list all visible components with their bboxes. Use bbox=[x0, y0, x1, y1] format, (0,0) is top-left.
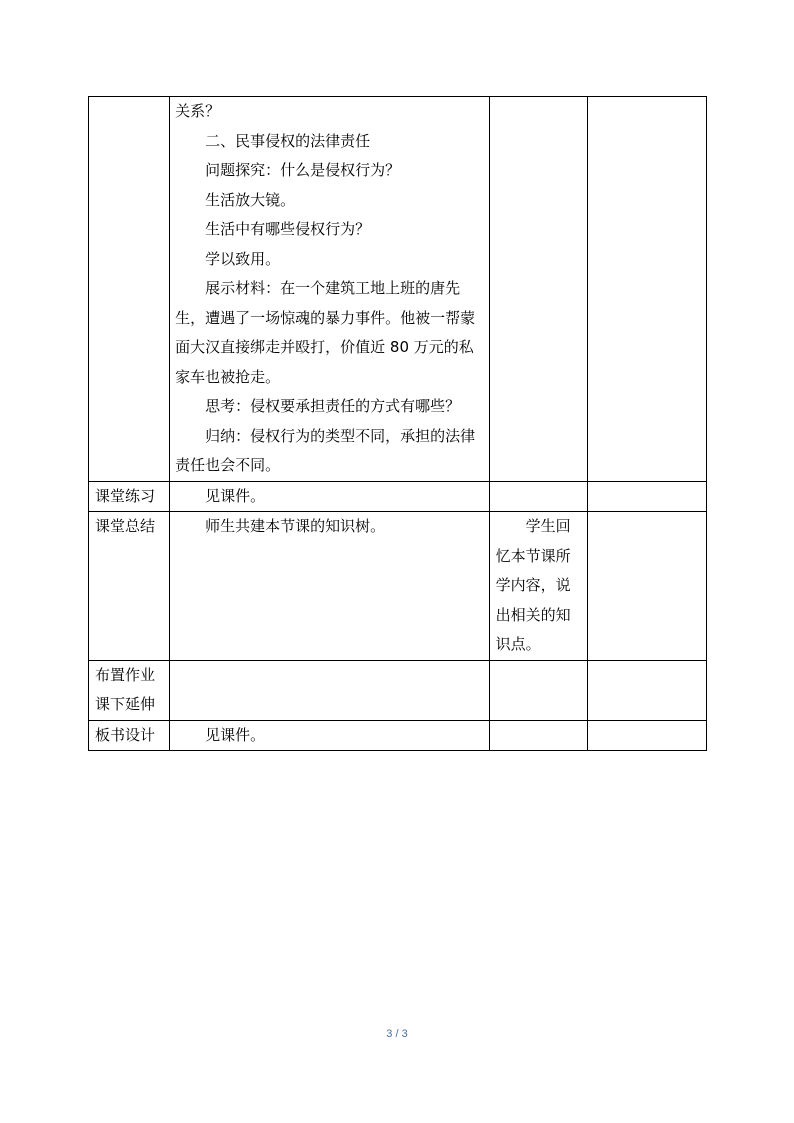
design-intent-cell bbox=[587, 720, 706, 751]
table-row-board-design bbox=[89, 720, 707, 751]
summary-student-cell bbox=[489, 512, 587, 661]
table-row-homework bbox=[89, 660, 707, 720]
student-activity-cell bbox=[489, 481, 587, 512]
content-line: 关系？ bbox=[175, 102, 221, 120]
content-paragraph: 归纳：侵权行为的类型不同，承担的法律责任也会不同。 bbox=[175, 426, 476, 474]
student-activity-cell bbox=[489, 720, 587, 751]
teaching-content-cell bbox=[170, 97, 490, 482]
student-activity-cell bbox=[489, 660, 587, 720]
homework-label-line1: 布置作业 bbox=[95, 665, 156, 684]
table-row-practice bbox=[89, 481, 707, 512]
practice-content-cell bbox=[170, 481, 490, 512]
homework-content-cell bbox=[170, 660, 490, 720]
summary-student-activity: 学生回忆本节课所学内容，说出相关的知识点。 bbox=[495, 517, 571, 653]
row-label-practice: 课堂练习 bbox=[89, 481, 170, 512]
homework-label-line2: 课下延伸 bbox=[95, 695, 156, 713]
row-label-cell bbox=[89, 97, 170, 482]
content-line: 生活中有哪些侵权行为？ bbox=[205, 220, 371, 238]
board-content: 见课件。 bbox=[205, 725, 266, 744]
row-label-board: 板书设计 bbox=[89, 720, 170, 751]
content-line: 问题探究：什么是侵权行为？ bbox=[205, 161, 401, 179]
design-intent-cell bbox=[587, 512, 706, 661]
design-intent-cell bbox=[587, 481, 706, 512]
summary-content: 师生共建本节课的知识树。 bbox=[205, 517, 386, 535]
section-heading: 二、民事侵权的法律责任 bbox=[205, 131, 371, 150]
page-number: 3 / 3 bbox=[386, 1028, 408, 1040]
table-row-teaching-process bbox=[89, 97, 707, 482]
content-line: 学以致用。 bbox=[205, 249, 281, 268]
student-activity-cell bbox=[489, 97, 587, 482]
practice-content: 见课件。 bbox=[205, 486, 266, 505]
board-content-cell bbox=[170, 720, 490, 751]
table-row-summary bbox=[89, 512, 707, 661]
content-line: 生活放大镜。 bbox=[205, 190, 296, 209]
row-label-summary: 课堂总结 bbox=[89, 512, 170, 661]
design-intent-cell bbox=[587, 97, 706, 482]
summary-content-cell bbox=[170, 512, 490, 661]
row-label-homework bbox=[89, 660, 170, 720]
design-intent-cell bbox=[587, 660, 706, 720]
content-line: 思考：侵权要承担责任的方式有哪些？ bbox=[205, 397, 461, 415]
lesson-plan-table bbox=[88, 96, 707, 751]
content-paragraph: 展示材料：在一个建筑工地上班的唐先生，遭遇了一场惊魂的暴力事件。他被一帮蒙面大汉直接绑走并殴打，价值近 80 万元的私家车也被抢走。 bbox=[175, 279, 476, 386]
